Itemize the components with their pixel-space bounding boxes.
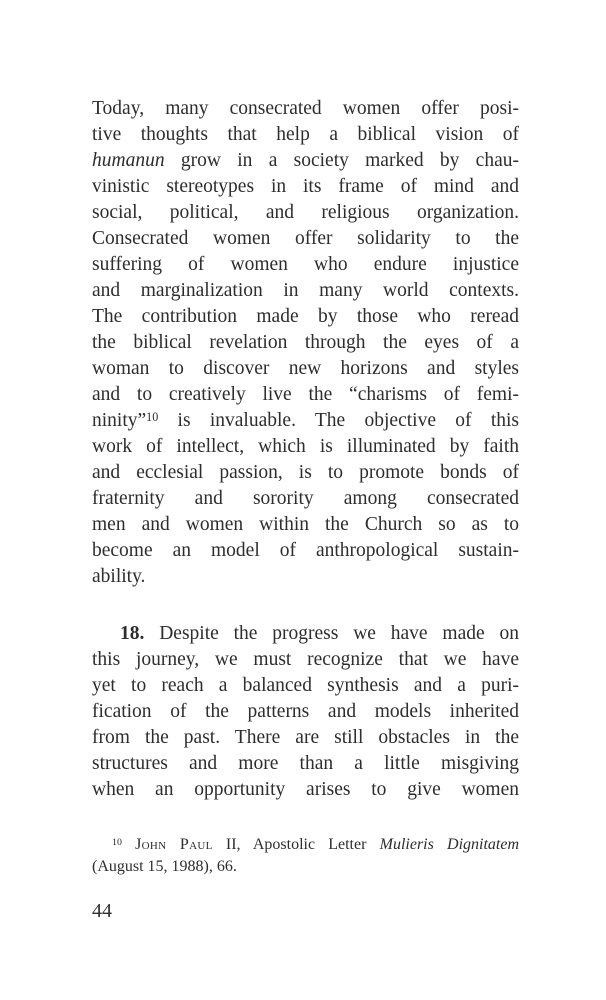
text-segment: Despite the progress we have made on bbox=[144, 623, 519, 644]
text-segment: and marginalization in many world contexts. bbox=[92, 280, 519, 301]
text-line bbox=[92, 460, 519, 486]
text-line bbox=[92, 512, 519, 538]
text-segment: suffering of women who endure injustice bbox=[92, 254, 519, 275]
text-segment: humanun bbox=[92, 150, 165, 171]
paragraph-consecrated-women bbox=[92, 96, 519, 590]
text-segment: fraternity and sorority among consecrated bbox=[92, 488, 519, 509]
text-line bbox=[92, 226, 519, 252]
text-segment: tive thoughts that help a biblical vision of bbox=[92, 124, 519, 145]
text-segment: this journey, we must recognize that we have bbox=[92, 649, 519, 670]
text-segment: ability. bbox=[92, 566, 146, 587]
text-line bbox=[92, 148, 519, 174]
text-segment: men and women within the Church so as to bbox=[92, 514, 519, 535]
text-line bbox=[92, 856, 519, 878]
text-line bbox=[92, 564, 519, 590]
text-line bbox=[92, 673, 519, 699]
text-segment: social, political, and religious organization. bbox=[92, 202, 519, 223]
text-line bbox=[92, 434, 519, 460]
text-segment: The contribution made by those who reread bbox=[92, 306, 519, 327]
text-segment: John Paul bbox=[135, 836, 213, 853]
text-line bbox=[92, 278, 519, 304]
text-line bbox=[92, 356, 519, 382]
text-line bbox=[92, 699, 519, 725]
text-segment: the biblical revelation through the eyes of a bbox=[92, 332, 519, 353]
text-line bbox=[92, 725, 519, 751]
text-line bbox=[92, 777, 519, 803]
text-line bbox=[92, 96, 519, 122]
text-segment: 10 bbox=[112, 836, 122, 848]
text-line bbox=[92, 330, 519, 356]
text-segment: Mulieris Dignitatem bbox=[379, 836, 520, 853]
text-segment: become an model of anthropological sustain- bbox=[92, 540, 519, 561]
text-segment: woman to discover new horizons and styles bbox=[92, 358, 519, 379]
text-line bbox=[92, 382, 519, 408]
text-segment: 10 bbox=[146, 409, 159, 424]
text-segment: work of intellect, which is illuminated by faith bbox=[92, 436, 519, 457]
text-line bbox=[92, 834, 519, 856]
paragraph-18 bbox=[92, 621, 519, 803]
text-segment: grow in a society marked by chau- bbox=[164, 150, 519, 171]
text-segment: and ecclesial passion, is to promote bonds of bbox=[92, 462, 519, 483]
text-line bbox=[92, 304, 519, 330]
text-segment: when an opportunity arises to give women bbox=[92, 779, 519, 800]
text-line bbox=[92, 538, 519, 564]
text-segment: ninity” bbox=[92, 410, 147, 431]
text-segment: Today, many consecrated women offer posi- bbox=[92, 98, 519, 119]
body-text bbox=[92, 96, 519, 878]
text-segment: II, Apostolic Letter bbox=[212, 836, 380, 853]
text-segment bbox=[122, 836, 135, 853]
text-segment: and to creatively live the “charisms of femi- bbox=[92, 384, 519, 405]
page-number: 44 bbox=[92, 900, 112, 922]
text-segment: yet to reach a balanced synthesis and a puri- bbox=[92, 675, 519, 696]
text-segment: structures and more than a little misgiving bbox=[92, 753, 519, 774]
text-segment: 18. bbox=[120, 623, 145, 644]
text-segment: Consecrated women offer solidarity to the bbox=[92, 228, 519, 249]
text-segment: from the past. There are still obstacles in the bbox=[92, 727, 519, 748]
text-line bbox=[92, 122, 519, 148]
text-line bbox=[92, 647, 519, 673]
text-line bbox=[92, 751, 519, 777]
footnote-10 bbox=[92, 834, 519, 878]
text-segment: (August 15, 1988), 66. bbox=[92, 858, 237, 875]
text-segment: is invaluable. The objective of this bbox=[158, 410, 519, 431]
text-segment: fication of the patterns and models inherited bbox=[92, 701, 519, 722]
text-segment: vinistic stereotypes in its frame of mind and bbox=[92, 176, 519, 197]
text-line bbox=[92, 408, 519, 434]
text-line bbox=[92, 621, 519, 647]
text-line bbox=[92, 486, 519, 512]
text-line bbox=[92, 252, 519, 278]
text-line bbox=[92, 174, 519, 200]
text-line bbox=[92, 200, 519, 226]
